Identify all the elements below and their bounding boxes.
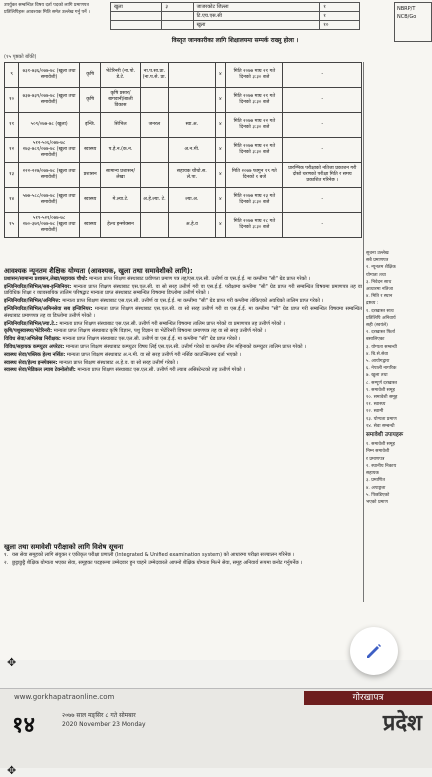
side-line: ६. नेपाली नागरिक	[366, 366, 397, 372]
right-box-line: NCB/Go	[397, 14, 417, 20]
crosshair-icon[interactable]: ✥	[7, 764, 17, 777]
qualification-label: विविध/सहायक कम्प्युटर अपरेटर:	[4, 343, 65, 350]
side-line: १३. योग्यता प्रमाण	[366, 416, 397, 422]
table-cell-post: ल्या.अ.	[169, 188, 215, 213]
table-cell-extra: -	[283, 188, 362, 213]
table-cell-extra: -	[283, 138, 362, 163]
table-cell-code: ५१९-५२१/०७७-७८ २७०-३७१/०७७-७८ (खुला तथा समावेशी)	[19, 213, 80, 238]
table-cell-sn: ११	[5, 113, 19, 138]
top-table-row	[111, 12, 360, 21]
table-cell-code: ७३७-७३९/०७७-७८ (खुला तथा समावेशी)	[19, 88, 80, 113]
side-line: भएको प्रमाण	[366, 499, 388, 505]
table-cell-service: सिभिल	[101, 113, 140, 138]
table-cell-date: मिति २०७७ फागुन १९ गते दिनको १ बजे	[226, 163, 283, 188]
table-cell-area: कृषि	[79, 88, 100, 113]
qualification-paragraph	[4, 306, 362, 320]
qualification-label: प्रशासन/सामान्य प्रशासन,लेखा/सहायक चौथो:	[4, 275, 88, 282]
table-cell-date: मिति २०७७ माघ २१ गते दिनको ३:३० बजे	[226, 88, 283, 113]
table-cell-count: ४	[215, 88, 226, 113]
side-line: १. दरखास्त साथ	[366, 308, 394, 314]
section-title: प्रदेश	[382, 711, 422, 736]
table-cell-area: स्वास्थ्य	[79, 138, 100, 163]
side-line: ४. बि.से.सेवा	[366, 351, 388, 357]
top-table-cell	[162, 21, 193, 30]
table-cell-extra: -	[283, 88, 362, 113]
table-row	[5, 213, 362, 238]
qualification-paragraph	[4, 284, 362, 298]
table-cell-sn: १३	[5, 163, 19, 188]
table-cell-count: ४	[215, 63, 226, 88]
top-table-cell: खुला	[193, 21, 320, 30]
qualification-text: मान्यता प्राप्त शिक्षण संस्थाबाट अ.हे.व. वा सो सरह उत्तीर्ण गरेको ।	[59, 359, 179, 366]
qualification-paragraph	[4, 321, 362, 328]
side-line: २. दरखास्त फिर्ता	[366, 330, 395, 336]
table-cell-area: प्रशासन	[79, 163, 100, 188]
side-line: सहायक	[366, 471, 379, 477]
exam-note-text: यस सेवा समूहको लागि संयुक्त र एकीकृत परीक्षा प्रणाली (Integrated & Unified examination system) को आधारमा परीक्षा सञ्चालन गरिनेछ ।	[12, 551, 295, 558]
top-left-text: उपर्युक्त सम्बन्धित विषय दर्ता पदको लागि प्रमाणपत्र प्रतिलिपिहरू आवश्यक मिति समेत उल्लेख गर्नु पर्ने ।	[4, 3, 90, 15]
top-table	[110, 2, 360, 30]
qualification-text: मान्यता प्राप्त शिक्षण संस्थाबाट प्रवीणता प्रमाण पत्र तह/एस.एल.सी. उत्तीर्ण वा एस.ई.ई. मा कम्तीमा "सी" ग्रेड प्राप्त गरेको ।	[89, 275, 311, 282]
table-row	[5, 163, 362, 188]
table-cell-extra: प्रारम्भिक परीक्षाको नतिजा प्रकाशन गरी दोस्रो चरणको परीक्षा मिति र समय प्रकाशित गरिनेछ ।	[283, 163, 362, 188]
side-line: सबै प्रमाणपत्र	[366, 258, 389, 264]
table-cell-post: सहायक चौथो.स. ले.पा.	[169, 163, 215, 188]
side-line: १०. समावेशी समूह	[366, 395, 398, 401]
side-line: ५. पिछडिएको	[366, 492, 390, 498]
side-line: ११. स्वास्थ्य	[366, 402, 386, 408]
table-cell-count: ४	[215, 163, 226, 188]
side-line: बसालिएका	[366, 337, 385, 343]
table-cell-count: ४	[215, 213, 226, 238]
qualification-text: मान्यता प्राप्त शिक्षण संस्थाबाट एस.एल.सी. उत्तीर्ण गरी ल्याब असिस्टेन्टको तह उत्तीर्ण गरेको ।	[77, 367, 246, 374]
side-line: ८. सम्पूर्ण दरखास्त	[366, 380, 397, 386]
side-line: २. न्यूनतम शैक्षिक	[366, 265, 396, 271]
side-line: निम्न समावेशी	[366, 449, 390, 455]
top-table-cell: १०	[320, 21, 360, 30]
table-cell-count: ४	[215, 138, 226, 163]
table-cell-service: कृषि प्रसार/बागवानी/बाली विकास	[101, 88, 140, 113]
side-line: सही (स्वयंले)	[366, 323, 388, 329]
side-line: १२. स्वामी	[366, 409, 384, 415]
table-cell-code: ७३१-७३६/०७७-७८ (खुला तथा समावेशी)	[19, 63, 80, 88]
vacancy-table	[4, 62, 362, 238]
notice-bar: विस्तृत जानकारीका लागि शिक्षालयमा सम्पर्क राख्नु होला ।	[171, 37, 299, 44]
table-cell-post	[169, 63, 215, 88]
date-nepali: २०७७ साल मङ्सिर ८ गते सोमबार	[62, 712, 136, 719]
qualification-text: मान्यता प्राप्त शिक्षण संस्थाबाट कृषि विज्ञान, पशु विज्ञान वा भेटेरिनरी विषयमा प्रमाणपत्र तह वा सो सरह उत्तीर्ण गरेको ।	[53, 328, 266, 335]
qualification-label: इन्जिनियरिङ/सिभिल/ल्या.टे.:	[4, 320, 58, 327]
qualification-label: कृषि/पशुस्वास्थ्य/भेटेरिनरी:	[4, 328, 53, 335]
table-cell-post	[169, 88, 215, 113]
page-number: १४	[12, 712, 35, 738]
table-cell-area: इन्जि.	[79, 113, 100, 138]
qualification-label: स्वास्थ्य सेवा/मेडिकल ल्याब टेक्नोलोजी:	[4, 367, 76, 374]
qualification-label: इन्जिनियरिङ/सिभिल/सब-इन्जिनियर:	[4, 283, 72, 290]
qualification-section	[4, 268, 362, 375]
qualification-text: मान्यता प्राप्त शिक्षण संस्थाबाट एस.एल.सी. वा सो सरह उत्तीर्ण गरी वा एस.ई.ई. परीक्षामा कम्तीमा "सी" ग्रेड प्राप्त गरी सम्बन्धित विषयमा प्रमाणपत्र तह वा प्राविधिक शिक्षा र व्यावसायिक तालिम परिषद्बाट मान्यता प्राप्त संस्थाबाट सम्बन्धित विषयमा डिप्लोमा उत्तीर्ण गरेको ।	[4, 283, 362, 297]
side-heading: समावेशी उपायहरू	[366, 432, 404, 439]
qualification-paragraph	[4, 367, 362, 374]
table-cell-date: मिति २०७७ माघ २१ गते दिनको ३:३० बजे	[226, 63, 283, 88]
qualification-paragraph	[4, 336, 362, 343]
qualification-paragraph	[4, 276, 362, 283]
qualification-heading: आवश्यक न्यूनतम शैक्षिक योग्यता (आवश्यक, खुला तथा समावेशीको लागि):	[4, 267, 193, 275]
side-line: ३. निवेदन साथ	[366, 279, 392, 285]
table-cell-code: ५१२-५०६/०७७-७८ २७३-७८१/०७७-७८ (खुला तथा समावेशी)	[19, 138, 80, 163]
exam-notes-section	[4, 544, 362, 567]
qualification-paragraph	[4, 344, 362, 351]
table-cell-service: सामान्य प्रशासन/लेखा	[101, 163, 140, 188]
right-box	[394, 2, 432, 42]
date-english: 2020 November 23 Monday	[62, 721, 146, 728]
qualification-paragraph	[4, 352, 362, 359]
side-line: ३. योग्यता सम्बन्धी	[366, 344, 397, 350]
table-cell-post: अ.न.मी.	[169, 138, 215, 163]
table-cell-post: अ.हे.व	[169, 213, 215, 238]
side-line: ५. आयोगद्वारा	[366, 359, 390, 365]
exam-note-number: १.	[4, 551, 9, 558]
top-table-cell: १	[320, 12, 360, 21]
table-cell-level	[140, 163, 169, 188]
table-cell-level: ना.प.सा.प्रा.(ना.प.से. प्रा.	[140, 63, 169, 88]
date-box	[62, 711, 146, 729]
table-row	[5, 88, 362, 113]
edit-fab-button[interactable]	[350, 627, 398, 675]
top-table-cell: जाजरकोट जिल्ला	[193, 3, 320, 12]
side-line: ४. मिति र स्थान	[366, 294, 393, 300]
qualification-text: मान्यता प्राप्त शिक्षण संस्थाबाट एस.एल.सी. उत्तीर्ण वा एस.ई.ई. मा कम्तीमा "सी" ग्रेड प्राप्त गरी कम्तीमा तोकिएको अवधिको तालिम प्राप्त गरेको ।	[62, 298, 324, 305]
side-column	[366, 250, 432, 506]
side-line: ७. खुला तथा	[366, 373, 388, 379]
table-cell-area: कृषि	[79, 63, 100, 88]
qualification-label: इन्जिनियरिङ/सिभिल/अनिमित्त:	[4, 298, 61, 305]
table-row	[5, 138, 362, 163]
table-row	[5, 113, 362, 138]
exam-notes-heading: खुला तथा समावेशी परीक्षाको लागि विशेष सूचना	[4, 543, 124, 551]
table-cell-sn: १०	[5, 88, 19, 113]
continued-label: (१५ पृष्ठको बाँकी)	[4, 54, 37, 60]
table-cell-date: मिति २०७७ माघ २२ गते दिनको ३:३० बजे	[226, 113, 283, 138]
side-line: आधारमा नतिजा	[366, 287, 393, 293]
qualification-paragraph	[4, 328, 362, 335]
table-cell-code: २२२-२२७/०७७-७८ (खुला तथा समावेशी)	[19, 163, 80, 188]
top-table-cell: खुला	[111, 3, 162, 12]
table-cell-code: ५७७-५८८/०७७-७८ (खुला तथा समावेशी)	[19, 188, 80, 213]
table-cell-service: हेल्थ इन्स्पेक्सन	[101, 213, 140, 238]
top-table-row	[111, 21, 360, 30]
table-cell-sn: १५	[5, 213, 19, 238]
right-box-line: NBRP/T	[397, 6, 416, 12]
qualification-text: मान्यता प्राप्त शिक्षण संस्थाबाट एस.एल.सी. उत्तीर्ण वा एस.ई.ई. मा कम्तीमा "सी" ग्रेड प्राप्त गरेको ।	[62, 336, 241, 343]
crosshair-icon[interactable]: ✥	[7, 656, 17, 669]
qualification-label: स्वास्थ्य सेवा/हेल्थ इन्स्पेक्सन:	[4, 359, 58, 366]
table-row	[5, 63, 362, 88]
table-cell-service: मे.ल्या.टे.	[101, 188, 140, 213]
side-line: १४. सेवा सम्बन्धी	[366, 423, 395, 429]
top-table-cell: १	[320, 3, 360, 12]
exam-note-text: छुट्टाछुट्टै शैक्षिक योग्यता भएका सेवा, समूहका पदहरूमा उम्मेदवार हुन चाहने उम्मेदवारले आफ्नो शैक्षिक योग्यता मिल्ने सेवा, समूह अनिवार्य रूपमा छनोट गर्नुपर्नेछ ।	[12, 559, 303, 566]
table-cell-extra: -	[283, 63, 362, 88]
qualification-text: मान्यता प्राप्त शिक्षण संस्थाबाट कम्प्युटर विषय लिई एस.एल.सी. उत्तीर्ण गरेको वा कम्तीमा तीन महिनाको कम्प्युटर तालिम प्राप्त गरेको ।	[65, 343, 307, 350]
top-strip	[0, 0, 432, 60]
table-cell-sn: १४	[5, 188, 19, 213]
side-line: र प्रमाणपत्र	[366, 456, 385, 462]
top-table-cell	[111, 12, 162, 21]
table-cell-count: ४	[215, 188, 226, 213]
table-row	[5, 188, 362, 213]
website-url: www.gorkhapatraonline.com	[14, 693, 115, 701]
top-table-cell	[111, 21, 162, 30]
table-cell-date: मिति २०७७ माघ २३ गते दिनको ३:३० बजे	[226, 188, 283, 213]
side-line: ४. अपाङ्गता	[366, 485, 386, 491]
side-line: सूचना उल्लेख	[366, 251, 389, 256]
table-cell-post: स्वा.अ.	[169, 113, 215, 138]
exam-note-item	[4, 560, 362, 567]
table-cell-extra: -	[283, 113, 362, 138]
table-cell-date: मिति २०७७ माघ २८ गते दिनको ३:३० बजे	[226, 213, 283, 238]
table-cell-code: ५०९/०७७-७८ (खुला)	[19, 113, 80, 138]
table-cell-sn: १२	[5, 138, 19, 163]
side-line: २. स्थानीय निकाय	[366, 463, 397, 469]
top-table-cell: टि.एच.एस.सी	[193, 12, 320, 21]
table-cell-service: प.हे.न.(क.न.	[101, 138, 140, 163]
qualification-label: इन्जिनियरिङ/सिभिल/अमिनसेवा सब इन्जिनियर:	[4, 305, 93, 312]
table-cell-service: भेटेरिनरी (ना.पो. डे.टे.	[101, 63, 140, 88]
side-line: द्रष्टव्य :	[366, 301, 379, 307]
qualification-text: मान्यता प्राप्त शिक्षण संस्थाबाट अ.न.मी. वा सो सरह उत्तीर्ण गरी नर्सिङ काउन्सिलमा दर्ता भएको ।	[66, 351, 242, 358]
table-cell-area: स्वास्थ्य	[79, 213, 100, 238]
exam-note-item	[4, 552, 362, 559]
column-divider	[363, 62, 364, 602]
table-cell-count: ४	[215, 113, 226, 138]
qualification-label: विविध सेवा/अभिलेख निरीक्षक:	[4, 336, 61, 343]
side-line: १. समावेशी समूह	[366, 442, 395, 448]
table-cell-level	[140, 213, 169, 238]
top-table-cell	[162, 12, 193, 21]
top-table-cell: ३	[162, 3, 193, 12]
table-cell-area: स्वास्थ्य	[79, 188, 100, 213]
qualification-text: मान्यता प्राप्त शिक्षण संस्थाबाट एस.एल.सी. उत्तीर्ण गरी सम्बन्धित विषयमा तालिम प्राप्त गरेको वा प्रमाणपत्र तह उत्तीर्ण गरेको ।	[59, 320, 285, 327]
exam-note-number: २.	[4, 559, 9, 566]
qualification-paragraph	[4, 298, 362, 305]
pencil-icon	[364, 641, 384, 661]
qualification-label: स्वास्थ्य सेवा/पब्लिक हेल्थ नर्सिङ:	[4, 351, 66, 358]
table-cell-level	[140, 138, 169, 163]
top-table-row	[111, 3, 360, 12]
qualification-text: मान्यता प्राप्त शिक्षण संस्थाबाट एस.एल.सी. वा सो सरह उत्तीर्ण गरी वा एस.ई.ई. मा कम्तीमा "सी" ग्रेड प्राप्त गरी सम्बन्धित विषयमा सम्बन्धित संस्थाबाट प्रमाणपत्र तह वा डिप्लोमा उत्तीर्ण गरेको ।	[4, 305, 363, 319]
side-line: ३. प्रमाणित	[366, 478, 385, 484]
side-line: ९. समावेशी समूह	[366, 387, 395, 393]
table-cell-sn: ९	[5, 63, 19, 88]
table-cell-level: जनरल	[140, 113, 169, 138]
side-line: योग्यता तथा	[366, 272, 386, 278]
table-cell-level	[140, 88, 169, 113]
side-line: प्रतिलिपि अनिवार्य	[366, 315, 396, 321]
table-cell-level: अ.हे.ल्या. टे.	[140, 188, 169, 213]
qualification-paragraph	[4, 360, 362, 367]
table-cell-extra: -	[283, 213, 362, 238]
page-footer	[0, 688, 432, 768]
table-cell-date: मिति २०७७ माघ २२ गते दिनको ३:३० बजे	[226, 138, 283, 163]
brand-banner: गोरखापत्र	[304, 691, 432, 705]
